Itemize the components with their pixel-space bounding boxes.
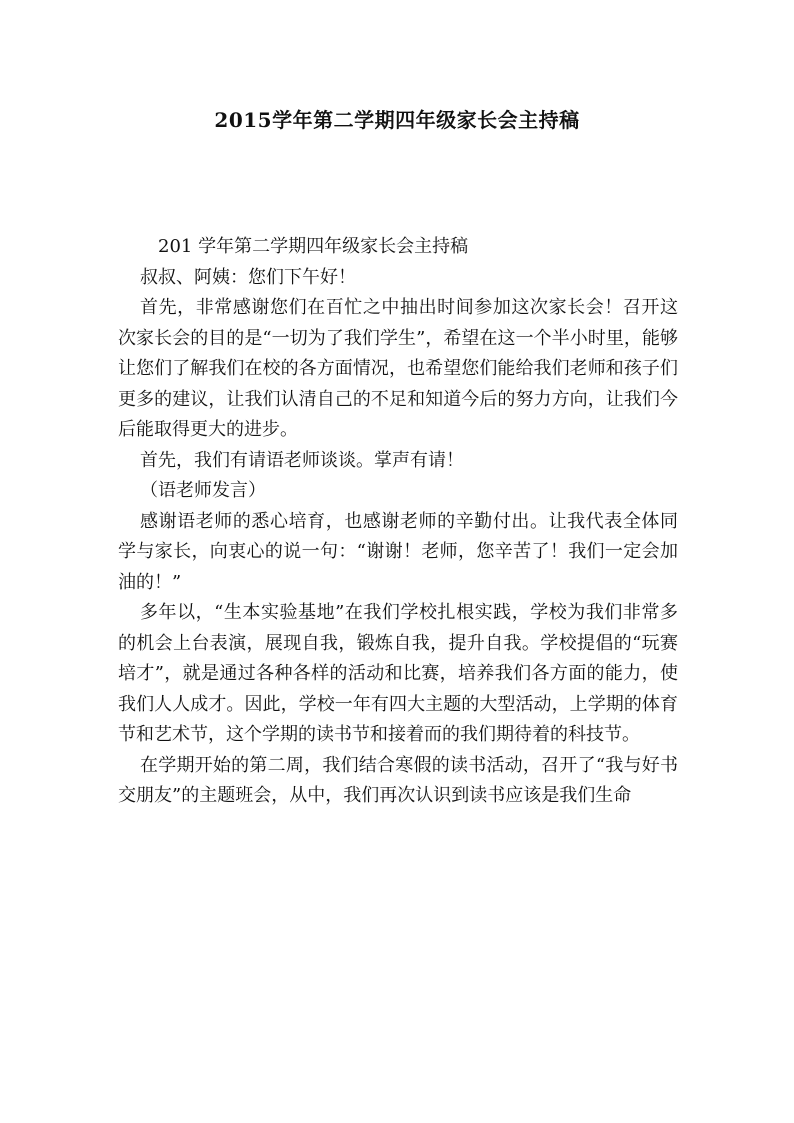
thanks-paragraph: 感谢语老师的悉心培育，也感谢老师的辛勤付出。让我代表全体同学与家长，向衷心的说一句：“谢谢！老师，您辛苦了！我们一定会加油的！” (118, 510, 678, 593)
teacher-speech-note: （语老师发言） (140, 480, 266, 501)
invite-teacher-paragraph: 首先，我们有请语老师谈谈。掌声有请！ (140, 449, 464, 471)
document-title: 2015学年第二学期四年级家长会主持稿 (214, 108, 580, 132)
subtitle-paragraph: 201 学年第二学期四年级家长会主持稿 (158, 236, 469, 257)
document-body (118, 232, 678, 812)
greeting-paragraph: 叔叔、阿姨：您们下午好！ (140, 266, 356, 288)
school-activities-paragraph: 多年以，“生本实验基地”在我们学校扎根实践，学校为我们非常多的机会上台表演，展现自我，锻炼自我，提升自我。学校提倡的“玩赛培才”，就是通过各种各样的活动和比赛，培养我们各方面的能力，使我们人人成才。因此，学校一年有四大主题的大型活动，上学期的体育节和艺术节，这个学期的读书节和接着而的我们期待着的科技节。 (118, 602, 678, 745)
opening-paragraph: 首先，非常感谢您们在百忙之中抽出时间参加这次家长会！召开这次家长会的目的是“一切为了我们学生”，希望在这一个半小时里，能够让您们了解我们在校的各方面情况，也希望您们能给我们老师和孩子们更多的建议，让我们认清自己的不足和知道今后的努力方向，让我们今后能取得更大的进步。 (118, 297, 678, 440)
reading-festival-paragraph: 在学期开始的第二周，我们结合寒假的读书活动，召开了“我与好书交朋友”的主题班会，从中，我们再次认识到读书应该是我们生命 (118, 754, 678, 806)
